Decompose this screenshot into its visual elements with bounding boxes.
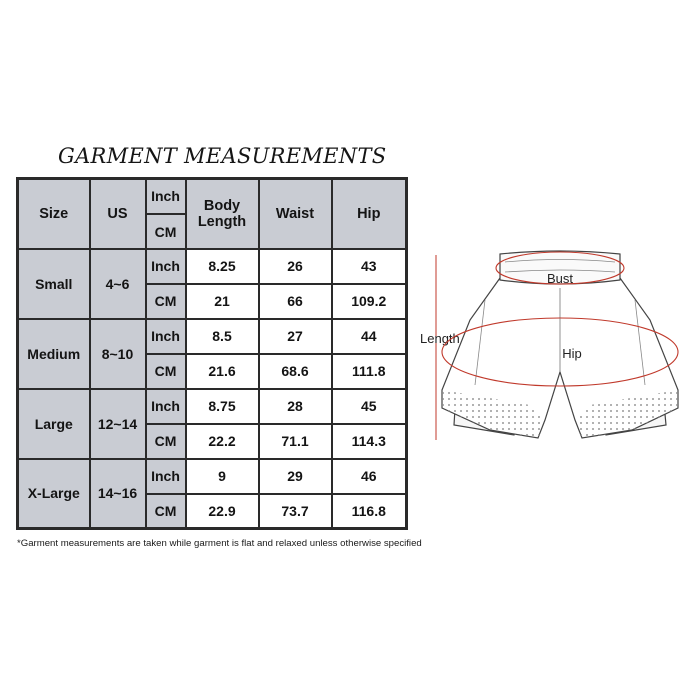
waist-cell: 71.1 bbox=[259, 424, 332, 459]
body-length-cell: 21 bbox=[186, 284, 259, 319]
us-cell: 14~16 bbox=[90, 459, 146, 529]
body-length-cell: 8.25 bbox=[186, 249, 259, 284]
header-waist: Waist bbox=[259, 179, 332, 249]
table-row bbox=[18, 319, 407, 354]
header-size: Size bbox=[18, 179, 90, 249]
unit-cell: Inch bbox=[146, 319, 186, 354]
body-length-cell: 8.75 bbox=[186, 389, 259, 424]
unit-cell: CM bbox=[146, 494, 186, 529]
unit-cell: Inch bbox=[146, 459, 186, 494]
body-length-cell: 22.2 bbox=[186, 424, 259, 459]
waist-cell: 29 bbox=[259, 459, 332, 494]
body-length-cell: 21.6 bbox=[186, 354, 259, 389]
bust-label: Bust bbox=[546, 271, 574, 286]
waist-cell: 68.6 bbox=[259, 354, 332, 389]
us-cell: 12~14 bbox=[90, 389, 146, 459]
hip-cell: 45 bbox=[332, 389, 407, 424]
unit-cell: CM bbox=[146, 284, 186, 319]
unit-cell: CM bbox=[146, 424, 186, 459]
unit-cell: Inch bbox=[146, 249, 186, 284]
body-length-cell: 22.9 bbox=[186, 494, 259, 529]
size-cell: Large bbox=[18, 389, 90, 459]
unit-cell: Inch bbox=[146, 389, 186, 424]
header-inch: Inch bbox=[147, 179, 185, 215]
header-us: US bbox=[90, 179, 146, 249]
size-cell: Small bbox=[18, 249, 90, 319]
waist-cell: 73.7 bbox=[259, 494, 332, 529]
hip-cell: 109.2 bbox=[332, 284, 407, 319]
waist-cell: 66 bbox=[259, 284, 332, 319]
body-length-cell: 8.5 bbox=[186, 319, 259, 354]
length-label: Length bbox=[420, 331, 460, 346]
size-chart-table bbox=[16, 177, 408, 530]
hip-cell: 114.3 bbox=[332, 424, 407, 459]
hip-cell: 111.8 bbox=[332, 354, 407, 389]
hip-cell: 116.8 bbox=[332, 494, 407, 529]
header-body-length: Body Length bbox=[186, 179, 259, 249]
hip-cell: 44 bbox=[332, 319, 407, 354]
unit-cell: CM bbox=[146, 354, 186, 389]
shorts-measurement-diagram bbox=[410, 240, 700, 460]
hip-label: Hip bbox=[562, 346, 582, 361]
waist-cell: 28 bbox=[259, 389, 332, 424]
header-hip: Hip bbox=[332, 179, 407, 249]
header-row bbox=[18, 179, 407, 249]
table-row bbox=[18, 389, 407, 424]
us-cell: 8~10 bbox=[90, 319, 146, 389]
header-unit bbox=[146, 179, 186, 249]
body-length-cell: 9 bbox=[186, 459, 259, 494]
hip-cell: 43 bbox=[332, 249, 407, 284]
waist-cell: 27 bbox=[259, 319, 332, 354]
header-cm: CM bbox=[154, 223, 177, 240]
us-cell: 4~6 bbox=[90, 249, 146, 319]
table-row bbox=[18, 249, 407, 284]
waist-cell: 26 bbox=[259, 249, 332, 284]
size-cell: Medium bbox=[18, 319, 90, 389]
table-row bbox=[18, 459, 407, 494]
page-title: GARMENT MEASUREMENTS bbox=[58, 144, 387, 168]
footnote: *Garment measurements are taken while garment is flat and relaxed unless otherwise specified bbox=[17, 538, 422, 549]
hip-cell: 46 bbox=[332, 459, 407, 494]
size-cell: X-Large bbox=[18, 459, 90, 529]
